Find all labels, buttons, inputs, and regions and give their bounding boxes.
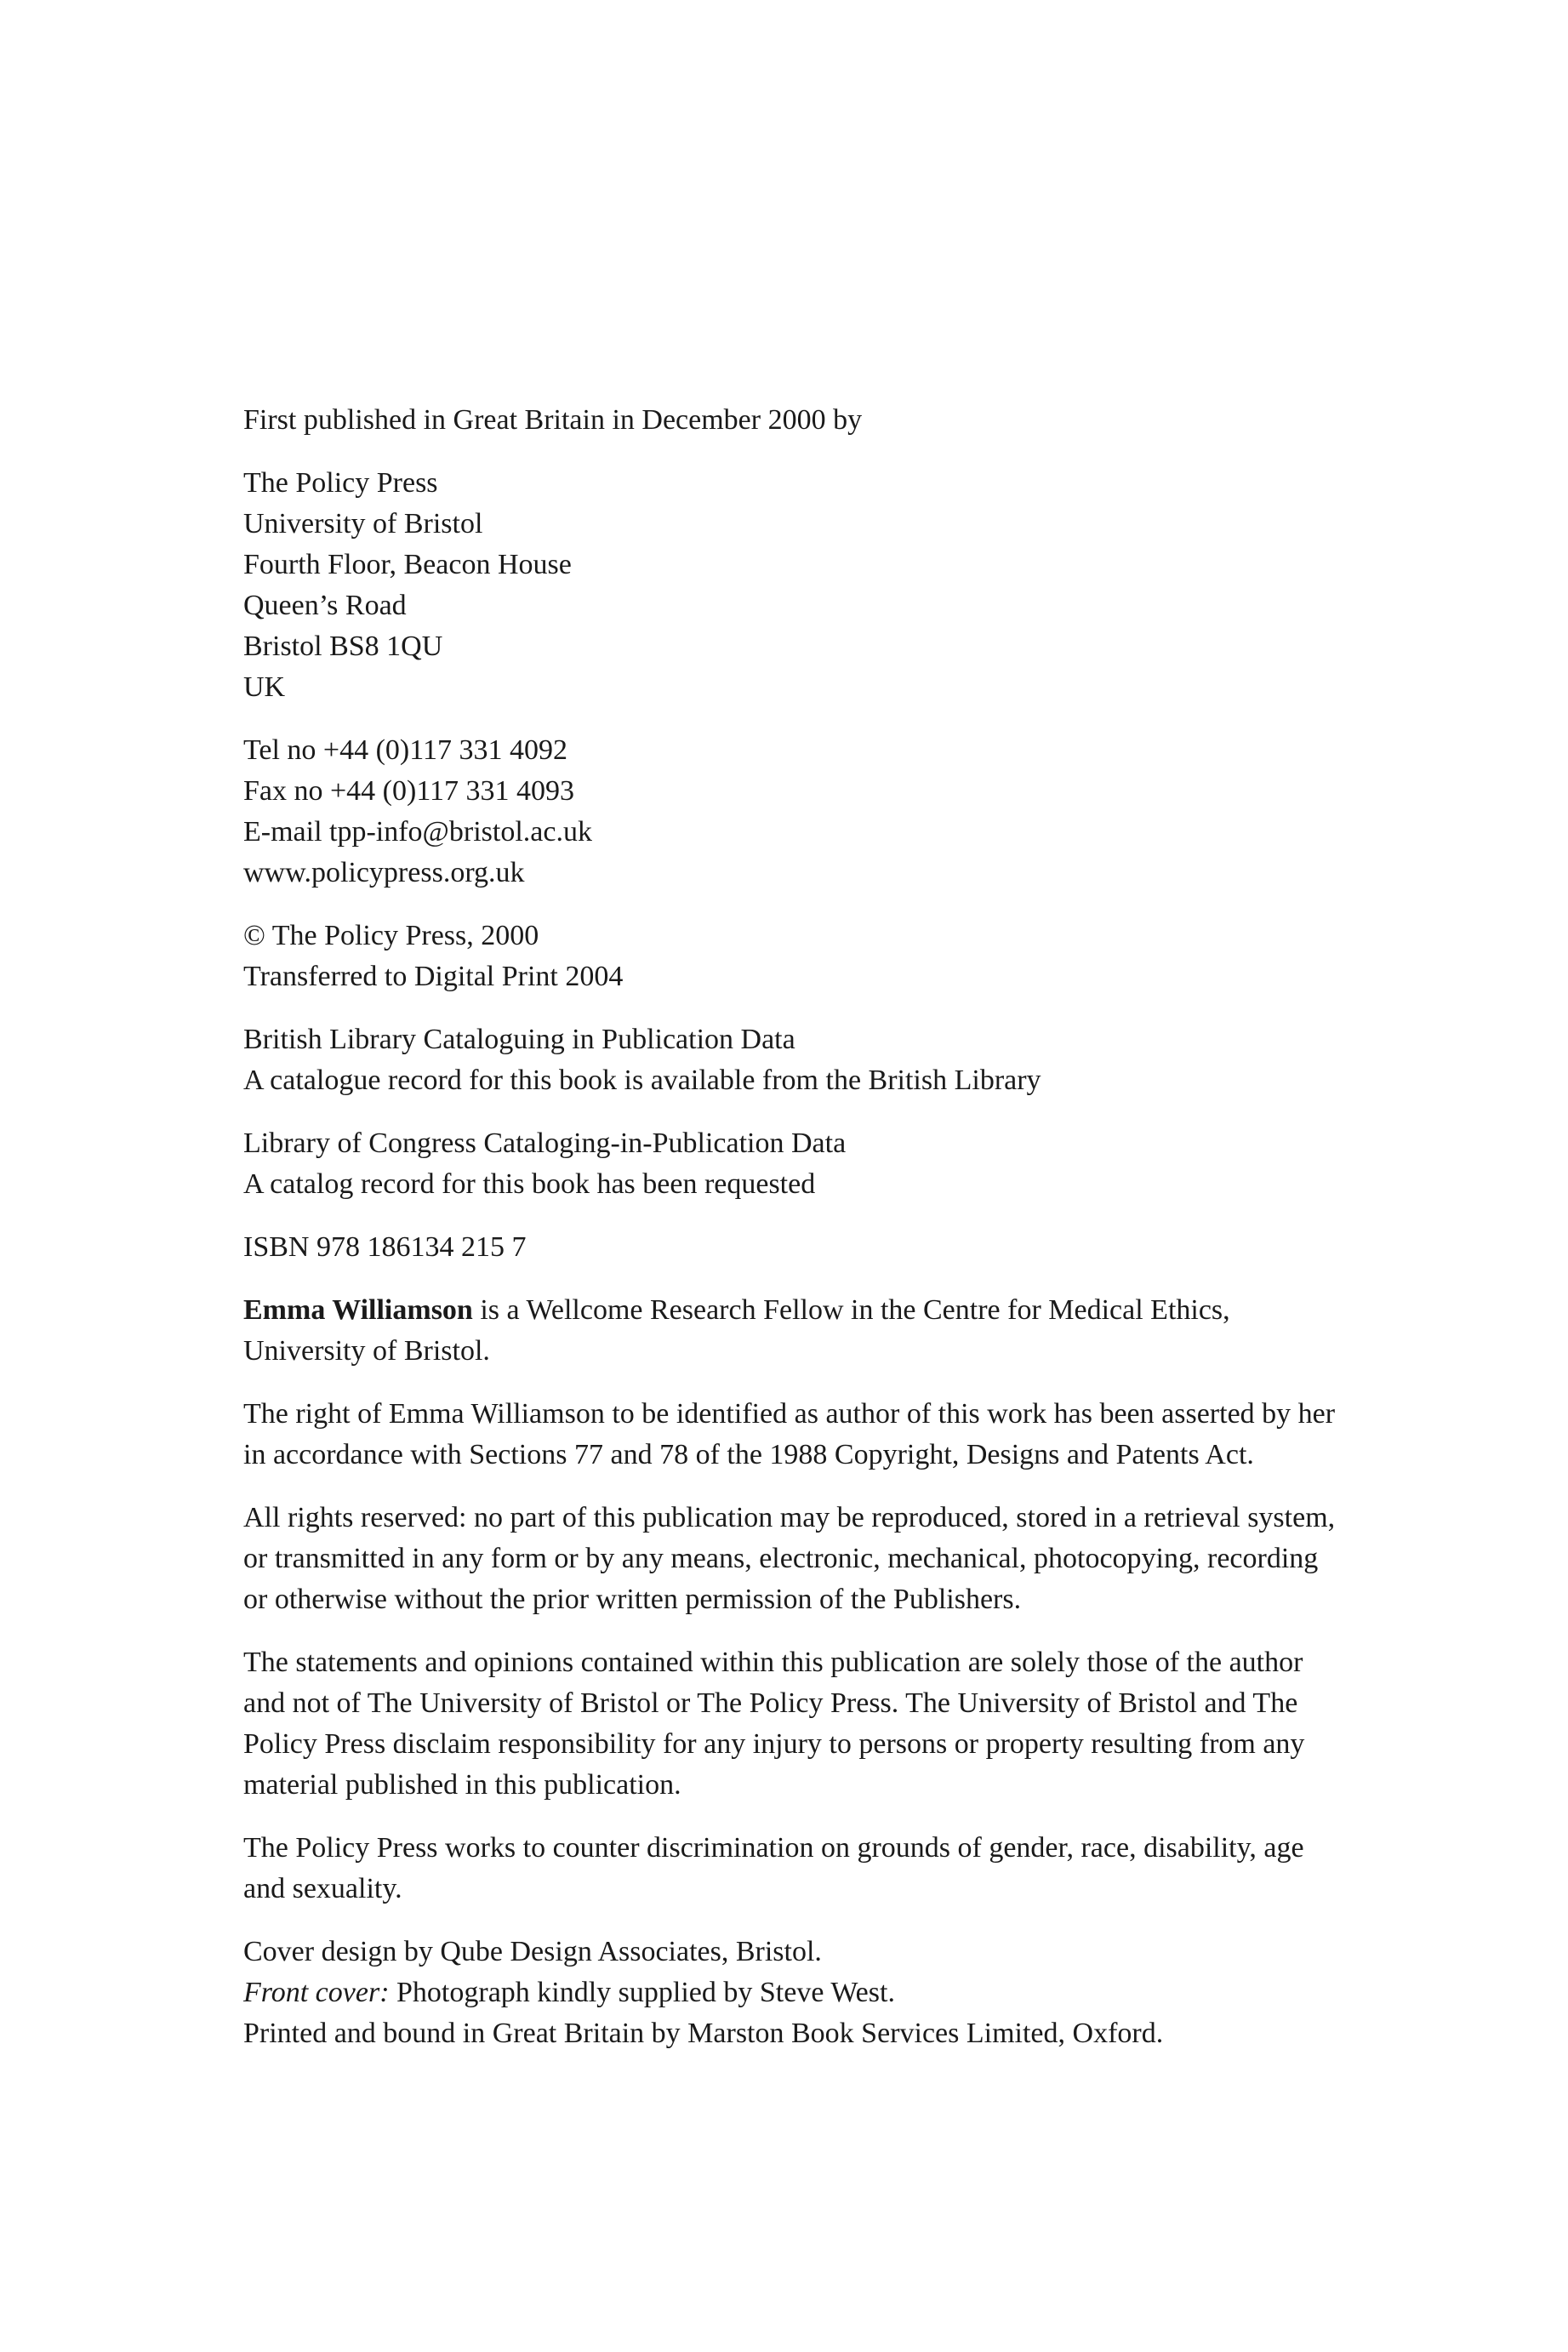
- author-note-text: is a Wellcome Research Fellow in the Centre for Medical Ethics, University of Bristol.: [243, 1294, 1230, 1367]
- first-published-text: First published in Great Britain in December 2000 by: [243, 404, 863, 436]
- website: www.policypress.org.uk: [243, 857, 525, 888]
- loc-text: A catalog record for this book has been requested: [243, 1168, 816, 1200]
- address-line: The Policy Press: [243, 467, 438, 499]
- equality-statement: The Policy Press works to counter discrimination on grounds of gender, race, disability, age and sexuality.: [243, 1832, 1304, 1904]
- author-note: [243, 1290, 1349, 1372]
- british-library-text: A catalogue record for this book is available from the British Library: [243, 1065, 1041, 1096]
- isbn: [243, 1227, 1349, 1268]
- address-line: Bristol BS8 1QU: [243, 631, 443, 662]
- front-cover-credit: [243, 1972, 1349, 2013]
- address-line: Queen’s Road: [243, 590, 407, 621]
- first-published: [243, 400, 1349, 441]
- address-line: UK: [243, 671, 286, 703]
- email: E-mail tpp-info@bristol.ac.uk: [243, 816, 592, 848]
- printer-credit: Printed and bound in Great Britain by Marston Book Services Limited, Oxford.: [243, 2018, 1164, 2049]
- front-cover-label: Front cover:: [243, 1977, 390, 2008]
- disclaimer: The statements and opinions contained within this publication are solely those of the author and not of The University of Bristol or The Policy Press. The University of Bristol and The Policy Press disclaim responsibility for any injury to persons or property resulting from any material published in this publication.: [243, 1647, 1305, 1801]
- address-line: University of Bristol: [243, 508, 483, 539]
- rights-reserved: All rights reserved: no part of this publication may be reproduced, stored in a retrieval system, or transmitted in any form or by any means, electronic, mechanical, photocopying, recording or otherwise without the prior written permission of the Publishers.: [243, 1502, 1336, 1615]
- address-line: Fourth Floor, Beacon House: [243, 549, 572, 580]
- front-cover-text: Photograph kindly supplied by Steve West.: [389, 1977, 895, 2008]
- copyright-line: © The Policy Press, 2000: [243, 920, 539, 951]
- digital-print-line: Transferred to Digital Print 2004: [243, 961, 624, 992]
- fax: Fax no +44 (0)117 331 4093: [243, 775, 575, 807]
- loc-heading: Library of Congress Cataloging-in-Publication Data: [243, 1127, 847, 1159]
- telephone: Tel no +44 (0)117 331 4092: [243, 734, 567, 766]
- credits: [243, 1932, 1349, 2054]
- british-library-data: [243, 1019, 1349, 1101]
- moral-right: The right of Emma Williamson to be identified as author of this work has been asserted by her in accordance with Sections 77 and 78 of the 1988 Copyright, Designs and Patents Act.: [243, 1398, 1336, 1470]
- british-library-heading: British Library Cataloguing in Publication Data: [243, 1024, 795, 1055]
- copyright-notice: [243, 916, 1349, 997]
- library-of-congress-data: [243, 1123, 1349, 1205]
- isbn-text: ISBN 978 186134 215 7: [243, 1231, 527, 1263]
- cover-design-credit: Cover design by Qube Design Associates, Bristol.: [243, 1936, 822, 1967]
- publisher-address: [243, 463, 1349, 708]
- copyright-page: [243, 400, 1349, 2076]
- author-name: Emma Williamson: [243, 1294, 473, 1326]
- contact-details: [243, 730, 1349, 893]
